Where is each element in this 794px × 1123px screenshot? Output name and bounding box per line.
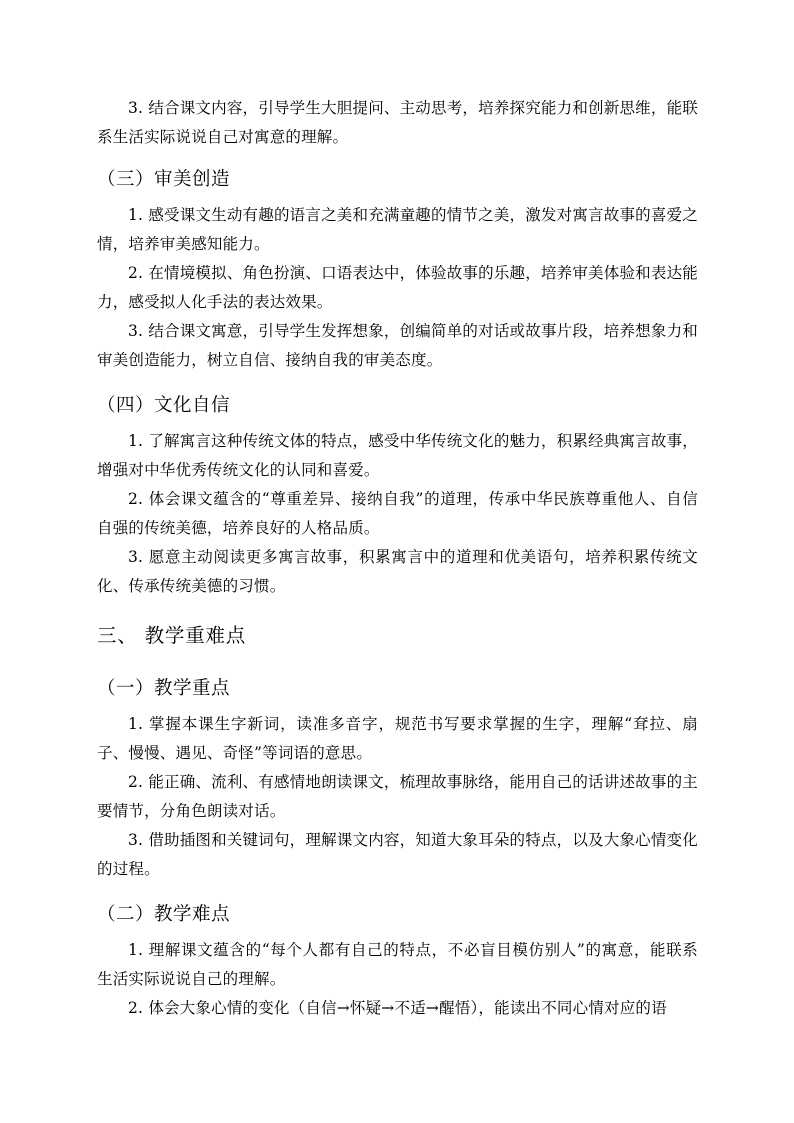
heading-cultural-confidence: （四）文化自信 [97,395,231,416]
paragraph-focus-2: 2. 能正确、流利、有感情地朗读课文，梳理故事脉络，能用自己的话讲述故事的主要情节，分角色朗读对话。 [97,773,698,820]
paragraph-s4-2: 2. 体会课文蕴含的“尊重差异、接纳自我”的道理，传承中华民族尊重他人、自信自强的传统美德，培养良好的人格品质。 [97,490,698,537]
paragraph-s4-1: 1. 了解寓言这种传统文体的特点，感受中华传统文化的魅力，积累经典寓言故事，增强对中华优秀传统文化的认同和喜爱。 [97,432,698,479]
paragraph-s3-3: 3. 结合课文寓意，引导学生发挥想象，创编简单的对话或故事片段，培养想象力和审美创造能力，树立自信、接纳自我的审美态度。 [97,322,698,369]
heading-teaching-difficulty: （二）教学难点 [97,904,231,925]
paragraph-focus-3: 3. 借助插图和关键词句，理解课文内容，知道大象耳朵的特点，以及大象心情变化的过程。 [97,831,698,878]
paragraph-s2-3: 3. 结合课文内容，引导学生大胆提问、主动思考，培养探究能力和创新思维，能联系生活实际说说自己对寓意的理解。 [97,99,698,146]
heading-aesthetic-creation: （三）审美创造 [97,169,231,190]
paragraph-focus-1: 1. 掌握本课生字新词，读准多音字，规范书写要求掌握的生字，理解“耷拉、扇子、慢慢、遇见、奇怪”等词语的意思。 [97,715,698,762]
heading-teaching-focus: （一）教学重点 [97,678,231,699]
paragraph-difficulty-1: 1. 理解课文蕴含的“每个人都有自己的特点，不必盲目模仿别人”的寓意，能联系生活实际说说自己的理解。 [97,941,698,988]
paragraph-s4-3: 3. 愿意主动阅读更多寓言故事，积累寓言中的道理和优美语句，培养积累传统文化、传承传统美德的习惯。 [97,548,698,595]
paragraph-s3-2: 2. 在情境模拟、角色扮演、口语表达中，体验故事的乐趣，培养审美体验和表达能力，感受拟人化手法的表达效果。 [97,264,698,311]
paragraph-s3-1: 1. 感受课文生动有趣的语言之美和充满童趣的情节之美，激发对寓言故事的喜爱之情，培养审美感知能力。 [97,206,698,253]
paragraph-difficulty-2: 2. 体会大象心情的变化（自信→怀疑→不适→醒悟），能读出不同心情对应的语 [128,999,667,1017]
heading-key-difficult-points: 三、 教学重难点 [97,624,247,647]
